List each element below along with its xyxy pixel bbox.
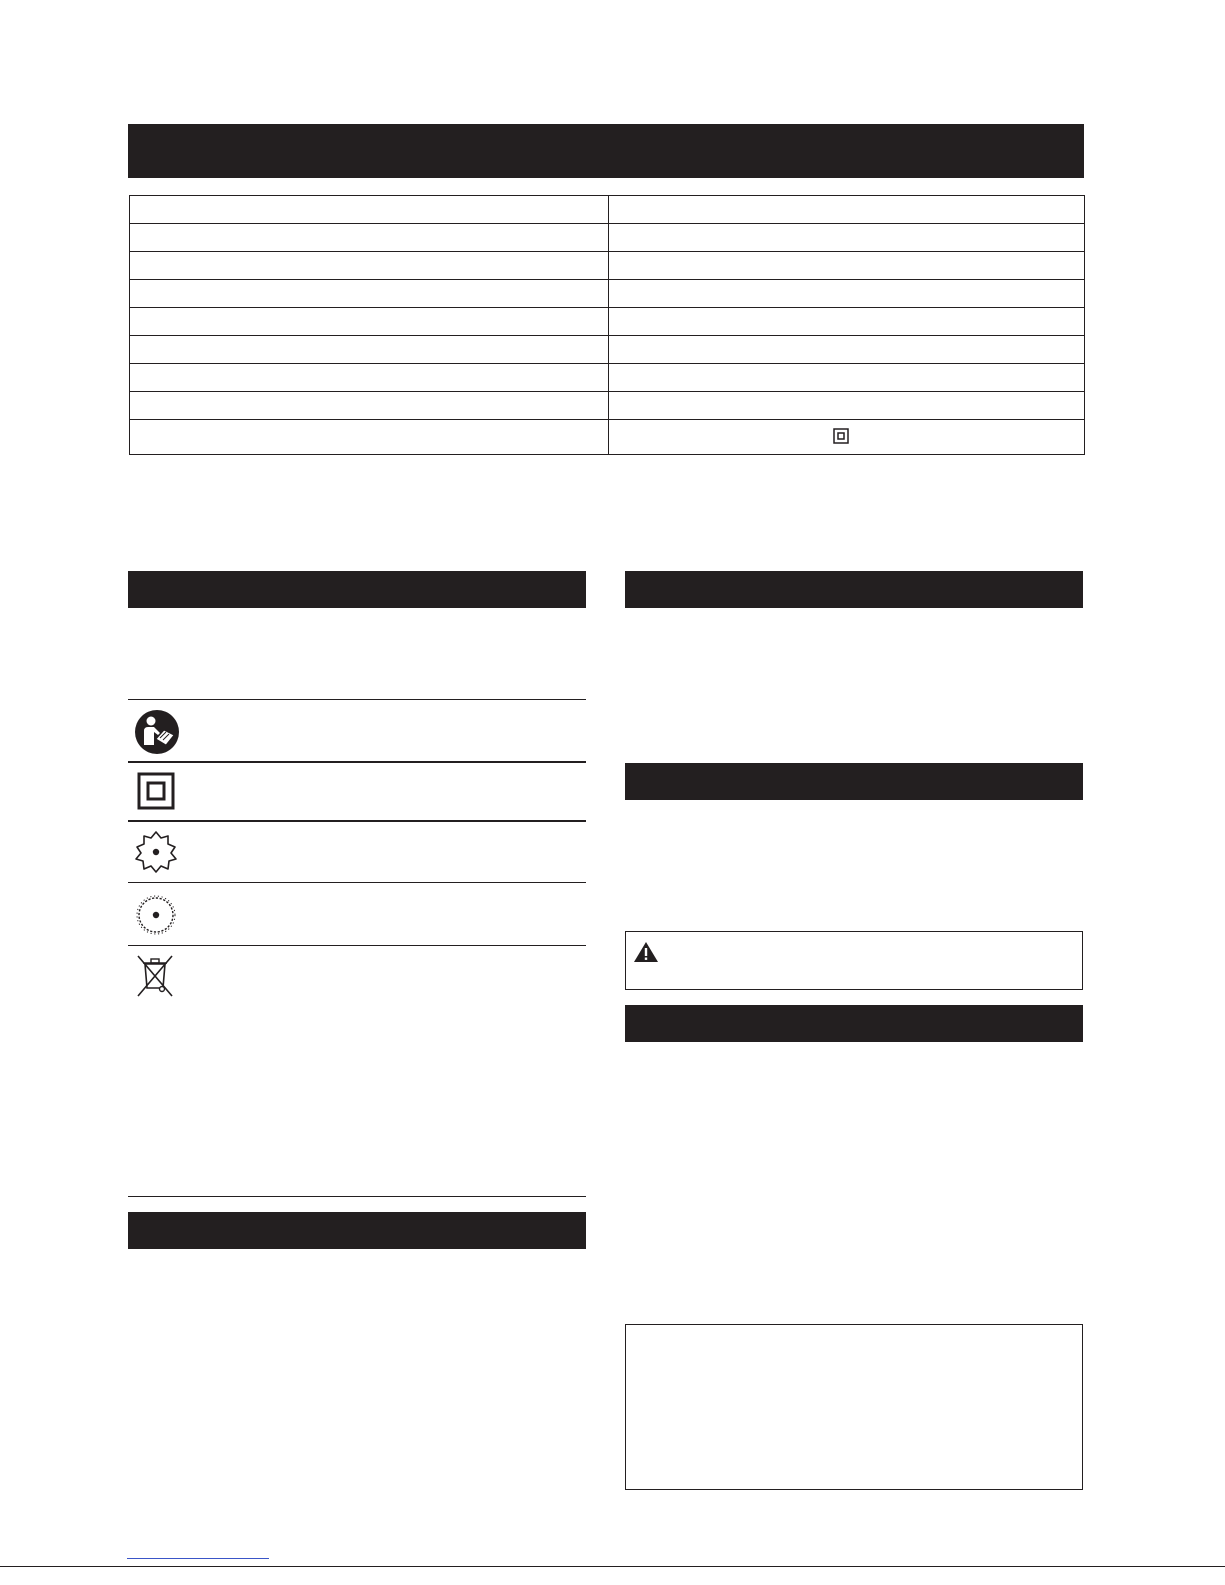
warning-triangle-icon — [633, 941, 659, 968]
table-row — [130, 252, 1085, 280]
table-row — [130, 196, 1085, 224]
table-row — [130, 308, 1085, 336]
spec-value — [609, 308, 1085, 336]
footer-rule — [0, 1566, 1225, 1567]
spec-value — [609, 364, 1085, 392]
spec-label — [130, 224, 609, 252]
read-manual-icon — [134, 709, 180, 760]
table-row — [130, 392, 1085, 420]
spec-value — [609, 196, 1085, 224]
footer-link-underline — [127, 1558, 269, 1559]
spec-value — [609, 392, 1085, 420]
table-row — [130, 336, 1085, 364]
spec-label — [130, 336, 609, 364]
spec-label — [130, 280, 609, 308]
symbols-bottom-rule — [128, 1196, 586, 1197]
crossed-out-wheelie-bin-icon — [135, 954, 175, 1003]
spec-value — [609, 224, 1085, 252]
spec-value — [609, 280, 1085, 308]
specifications-header-bar — [128, 124, 1084, 178]
symbol-divider — [128, 945, 586, 946]
right-section-header-bar-2 — [625, 763, 1083, 800]
symbols-section-header-bar — [128, 571, 586, 608]
spec-label — [130, 308, 609, 336]
symbol-divider — [128, 820, 586, 822]
left-lower-section-header-bar — [128, 1212, 586, 1249]
toothed-cutter-blade-icon — [134, 830, 178, 879]
saw-blade-icon — [134, 893, 178, 942]
spec-label — [130, 392, 609, 420]
table-row — [130, 224, 1085, 252]
symbols-top-rule — [128, 699, 586, 700]
spec-value — [609, 336, 1085, 364]
table-row — [130, 364, 1085, 392]
spec-label — [130, 420, 609, 455]
spec-value — [609, 252, 1085, 280]
specifications-table — [129, 195, 1085, 455]
spec-label — [130, 196, 609, 224]
table-row — [130, 420, 1085, 455]
spec-value-insulation — [609, 420, 1085, 455]
spec-label — [130, 364, 609, 392]
symbol-divider — [128, 761, 586, 763]
class-ii-double-insulation-icon — [137, 772, 175, 815]
bottom-framed-box — [625, 1324, 1083, 1490]
warning-box — [625, 931, 1083, 990]
table-row — [130, 280, 1085, 308]
spec-label — [130, 252, 609, 280]
right-section-header-bar-1 — [625, 571, 1083, 608]
class-ii-double-insulation-icon — [833, 428, 849, 447]
symbol-divider — [128, 882, 586, 883]
right-section-header-bar-3 — [625, 1005, 1083, 1042]
